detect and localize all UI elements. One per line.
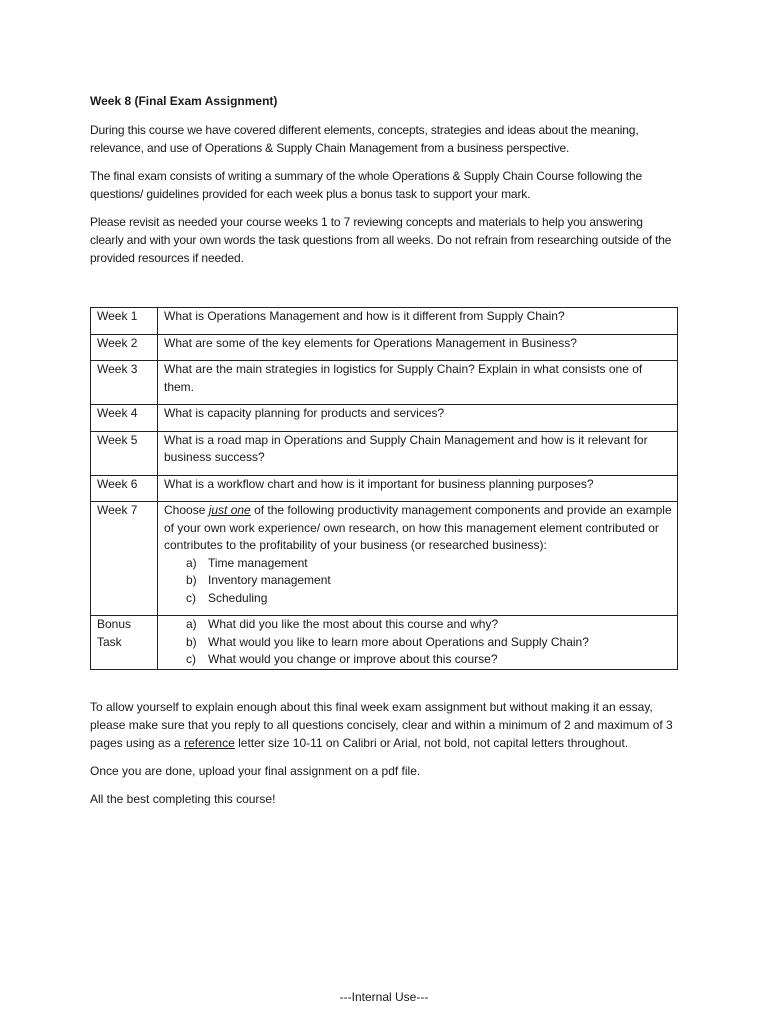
list-item-text: Time management: [208, 555, 308, 570]
instructions-paragraph: [90, 698, 678, 752]
bonus-questions-list: [164, 616, 673, 669]
table-row: [91, 308, 678, 335]
list-item: [186, 616, 673, 634]
intro-paragraph: Please revisit as needed your course weeks 1 to 7 reviewing concepts and materials to help you answering clearly and with your own words the task questions from all weeks. Do not refrain from researching outside of the provided resources if needed.: [90, 215, 672, 265]
document-body: [90, 92, 678, 818]
list-item: [186, 555, 673, 573]
weekly-questions-table: [90, 307, 678, 670]
week-question: What is a workflow chart and how is it important for business planning purposes?: [158, 475, 678, 502]
bonus-questions: [158, 616, 678, 670]
list-marker: b): [186, 573, 197, 587]
instructions-text-start: To allow yourself to explain enough about this final week exam assignment but without making it an essay, please make sure that you reply to all questions concisely, clear and within a minimum of 2 and maximum of 3 pages using as a: [90, 699, 673, 750]
prompt-text-end: of the following productivity management components and provide an example of your own work experience/ own research, on how this management element contributed or contributes to the profitability of your business (or researched business):: [164, 503, 672, 552]
week-label: Week 1: [91, 308, 158, 335]
list-marker: a): [186, 555, 197, 570]
list-item-text: What did you like the most about this course and why?: [208, 617, 499, 631]
intro-paragraph: During this course we have covered different elements, concepts, strategies and ideas about the meaning, relevance, and use of Operations & Supply Chain Management from a business perspective.: [90, 123, 639, 155]
list-item: [186, 651, 673, 669]
week-question: What are the main strategies in logistics for Supply Chain? Explain in what consists one of them.: [158, 361, 678, 405]
list-marker: a): [186, 617, 197, 631]
week-label: Week 6: [91, 475, 158, 502]
bonus-label-line: Bonus: [97, 617, 132, 631]
week-question: [158, 502, 678, 616]
week-question: What is capacity planning for products and services?: [158, 405, 678, 432]
list-item: [186, 634, 673, 652]
closing-paragraph: All the best completing this course!: [90, 791, 276, 806]
prompt-text-start: Choose: [164, 503, 209, 517]
list-item: [186, 590, 673, 608]
list-marker: c): [186, 652, 196, 666]
week-label: Week 4: [91, 405, 158, 432]
component-options-list: [164, 555, 673, 608]
table-row: [91, 475, 678, 502]
upload-paragraph: Once you are done, upload your final assignment on a pdf file.: [90, 763, 421, 778]
list-item-text: What would you like to learn more about Operations and Supply Chain?: [208, 634, 589, 649]
table-row-bonus: [91, 616, 678, 670]
intro-paragraph: The final exam consists of writing a summary of the whole Operations & Supply Chain Course following the questions/ guidelines provided for each week plus a bonus task to support your mark.: [90, 169, 643, 201]
week-question: What is a road map in Operations and Supply Chain Management and how is it relevant for business success?: [158, 431, 678, 475]
week-label: Week 5: [91, 431, 158, 475]
week-question: What are some of the key elements for Operations Management in Business?: [158, 334, 678, 361]
list-item-text: Scheduling: [208, 590, 268, 605]
table-row-week-7: [91, 502, 678, 616]
emphasis-just-one: just one: [208, 503, 251, 517]
instructions-text-end: letter size 10-11 on Calibri or Arial, not bold, not capital letters throughout.: [234, 735, 629, 750]
table-row: [91, 431, 678, 475]
week-label: Week 3: [91, 361, 158, 405]
bonus-label: [91, 616, 158, 670]
footer-internal-use: ---Internal Use---: [339, 990, 429, 1004]
bonus-label-line: Task: [97, 634, 122, 649]
week-label: Week 2: [91, 334, 158, 361]
week-7-prompt: [164, 502, 673, 555]
list-marker: b): [186, 634, 197, 649]
outro-section: [90, 698, 678, 808]
table-row: [91, 334, 678, 361]
list-item-text: Inventory management: [208, 573, 331, 587]
list-marker: c): [186, 590, 196, 605]
table-row: [91, 405, 678, 432]
list-item: [186, 572, 673, 590]
list-item-text: What would you change or improve about this course?: [208, 652, 498, 666]
table-row: [91, 361, 678, 405]
week-question: What is Operations Management and how is it different from Supply Chain?: [158, 308, 678, 335]
document-title: Week 8 (Final Exam Assignment): [90, 94, 278, 108]
intro-section: [90, 121, 678, 267]
reference-underlined: reference: [184, 735, 235, 750]
week-label: Week 7: [91, 502, 158, 616]
